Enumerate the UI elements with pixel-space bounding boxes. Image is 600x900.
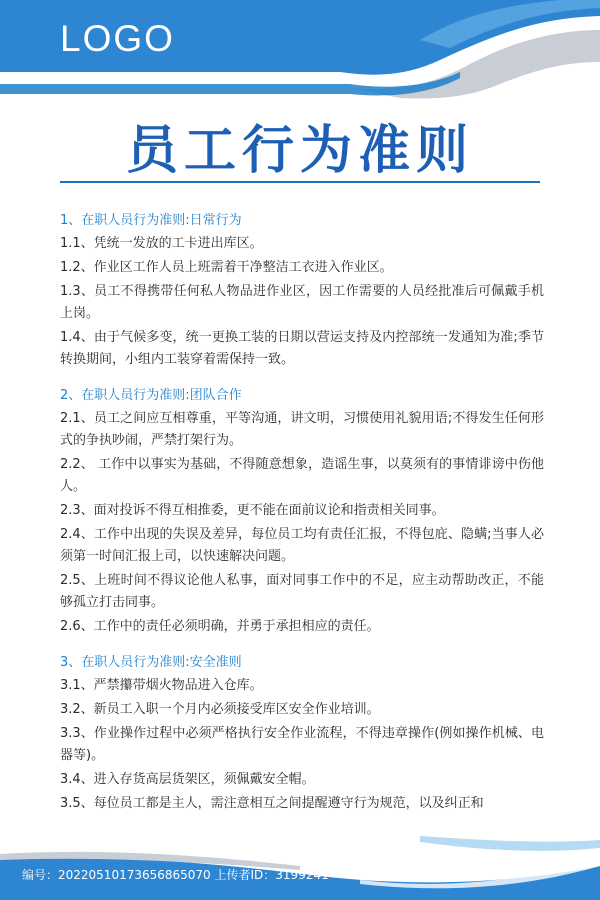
rule-item: 1.4、由于气候多变，统一更换工装的日期以营运支持及内控部统一发通知为准;季节转换期间，小组内工装穿着需保持一致。 — [60, 330, 544, 367]
page-title: 员工行为准则 — [125, 121, 474, 181]
section-heading: 2、在职人员行为准则:团队合作 — [60, 388, 242, 403]
rule-item: 2.2、 工作中以事实为基础，不得随意想象，造谣生事，以莫须有的事情诽谤中伤他人。 — [60, 457, 544, 494]
rule-item: 2.6、工作中的责任必须明确，并勇于承担相应的责任。 — [60, 619, 380, 634]
rule-item: 3.4、进入存货高层货架区，须佩戴安全帽。 — [60, 772, 315, 787]
rule-item: 2.5、上班时间不得议论他人私事，面对同事工作中的不足，应主动帮助改正，不能够孤立打击同事。 — [60, 573, 544, 610]
section-heading: 1、在职人员行为准则:日常行为 — [60, 213, 242, 228]
rule-item: 1.1、凭统一发放的工卡进出库区。 — [60, 236, 263, 251]
section-teamwork — [60, 385, 544, 638]
rule-item: 2.3、面对投诉不得互相推委，更不能在面前议论和指责相关同事。 — [60, 503, 445, 518]
rule-item: 3.1、严禁攥带烟火物品进入仓库。 — [60, 678, 263, 693]
section-heading: 3、在职人员行为准则:安全准则 — [60, 655, 242, 670]
title-underline — [60, 181, 540, 183]
rule-item: 1.2、作业区工作人员上班需着干净整洁工衣进入作业区。 — [60, 260, 393, 275]
rule-item: 2.4、工作中出现的失误及差异，每位员工均有责任汇报，不得包庇、隐螨;当事人必须第一时间汇报上司，以快速解决问题。 — [60, 527, 544, 564]
rule-item: 2.1、员工之间应互相尊重，平等沟通，讲文明，习惯使用礼貌用语;不得发生任何形式的争执吵闹，严禁打架行为。 — [60, 411, 544, 448]
section-safety — [60, 652, 544, 815]
logo-text: LOGO — [60, 18, 175, 59]
rule-item: 3.3、作业操作过程中必须严格执行安全作业流程，不得违章操作(例如操作机械、电器等)。 — [60, 726, 544, 763]
footer-id-text: 编号：20220510173656865070 上传者ID：3199241 — [22, 868, 329, 882]
content-area — [60, 210, 544, 829]
section-daily-behavior — [60, 210, 544, 371]
rule-item: 3.5、每位员工都是主人，需注意相互之间提醒遵守行为规范，以及纠正和 — [60, 796, 484, 811]
rule-item: 3.2、新员工入职一个月内必须接受库区安全作业培训。 — [60, 702, 380, 717]
rule-item: 1.3、员工不得携带任何私人物品进作业区，因工作需要的人员经批准后可佩戴手机上岗。 — [60, 284, 544, 321]
